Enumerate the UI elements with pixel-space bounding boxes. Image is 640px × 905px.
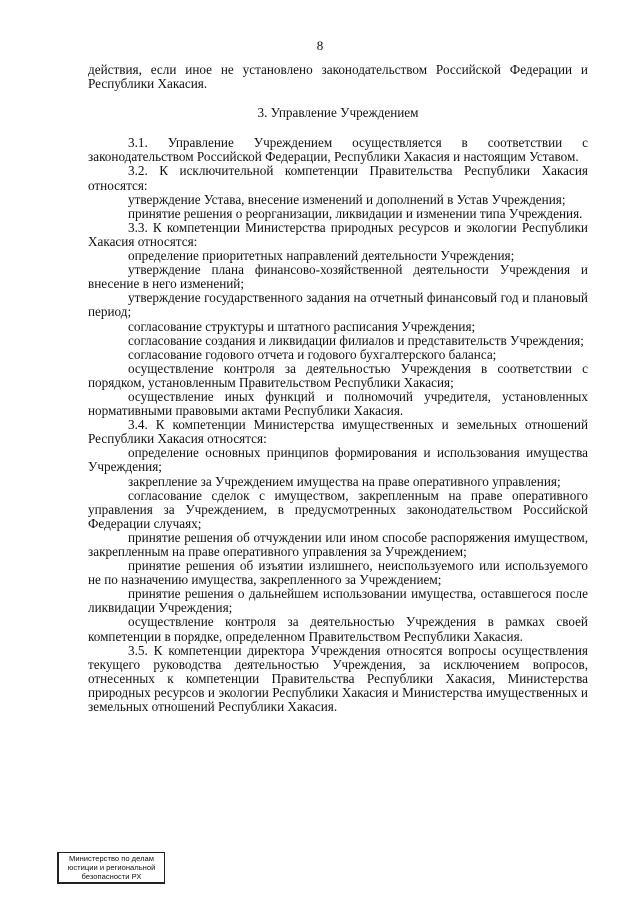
paragraph: утверждение Устава, внесение изменений и дополнений в Устав Учреждения;: [128, 191, 566, 207]
document-body: [88, 63, 588, 714]
paragraph: определение приоритетных направлений деятельности Учреждения;: [128, 248, 515, 264]
paragraph: осуществление иных функций и полномочий учредителя, установленных нормативными правовыми актами Республики Хакасия.: [88, 388, 588, 419]
registration-stamp: [57, 852, 165, 884]
paragraph: согласование сделок с имуществом, закрепленным на праве оперативного управления за Учреждением, в предусмотренных законодательством Российской Федерации случаях;: [88, 487, 588, 531]
paragraph: осуществление контроля за деятельностью Учреждения в соответствии с порядком, установленным Правительством Республики Хакасия;: [88, 360, 588, 390]
paragraph: действия, если иное не установлено законодательством Российской Федерации и Республики Хакасия.: [88, 62, 588, 92]
stamp-line-1: Министерство по делам: [69, 854, 154, 863]
paragraph: согласование создания и ликвидации филиалов и представительств Учреждения;: [128, 332, 584, 348]
page-number: 8: [316, 38, 324, 53]
paragraph: 3.2. К исключительной компетенции Правительства Республики Хакасия относятся:: [88, 163, 588, 193]
paragraph: 3.4. К компетенции Министерства имущественных и земельных отношений Республики Хакасия относятся:: [88, 417, 588, 447]
paragraph: согласование структуры и штатного расписания Учреждения;: [128, 318, 476, 334]
paragraph: принятие решения об отчуждении или ином способе распоряжения имуществом, закрепленным на праве оперативного управления за Учреждением;: [88, 529, 588, 559]
section-heading: 3. Управление Учреждением: [257, 105, 419, 121]
paragraph: принятие решения о реорганизации, ликвидации и изменении типа Учреждения.: [128, 205, 583, 221]
paragraph: 3.5. К компетенции директора Учреждения относятся вопросы осуществления текущего руководства деятельностью Учреждения, за исключением вопросов, отнесенных к компетенции Правительства Республики Хакасия, Министерства природных ресурсов и экологии Республики Хакасия и Министерства имущественных и земельных отношений Республики Хакасия.: [88, 642, 588, 715]
paragraph: утверждение плана финансово-хозяйственной деятельности Учреждения и внесение в него изменений;: [88, 262, 588, 292]
paragraph: 3.3. К компетенции Министерства природных ресурсов и экологии Республики Хакасия относятся:: [88, 219, 588, 249]
paragraph: принятие решения о дальнейшем использовании имущества, оставшегося после ликвидации Учреждения;: [88, 586, 588, 616]
paragraph: осуществление контроля за деятельностью Учреждения в рамках своей компетенции в порядке, определенном Правительством Республики Хакасия.: [88, 614, 588, 644]
stamp-line-2: юстиции и региональной: [67, 863, 156, 872]
paragraph: согласование годового отчета и годового бухгалтерского баланса;: [128, 346, 497, 362]
paragraph: определение основных принципов формирования и использования имущества Учреждения;: [88, 445, 588, 475]
paragraph: закрепление за Учреждением имущества на праве оперативного управления;: [128, 473, 561, 489]
paragraph: утверждение государственного задания на отчетный финансовый год и плановый период;: [88, 290, 588, 320]
paragraph: принятие решения об изъятии излишнего, неиспользуемого или используемого не по назначению имущества, закрепленного за Учреждением;: [88, 558, 588, 588]
stamp-line-3: безопасности РХ: [81, 872, 142, 881]
paragraph: 3.1. Управление Учреждением осуществляется в соответствии с законодательством Российской Федерации, Республики Хакасия и настоящим Уставом.: [88, 135, 588, 165]
